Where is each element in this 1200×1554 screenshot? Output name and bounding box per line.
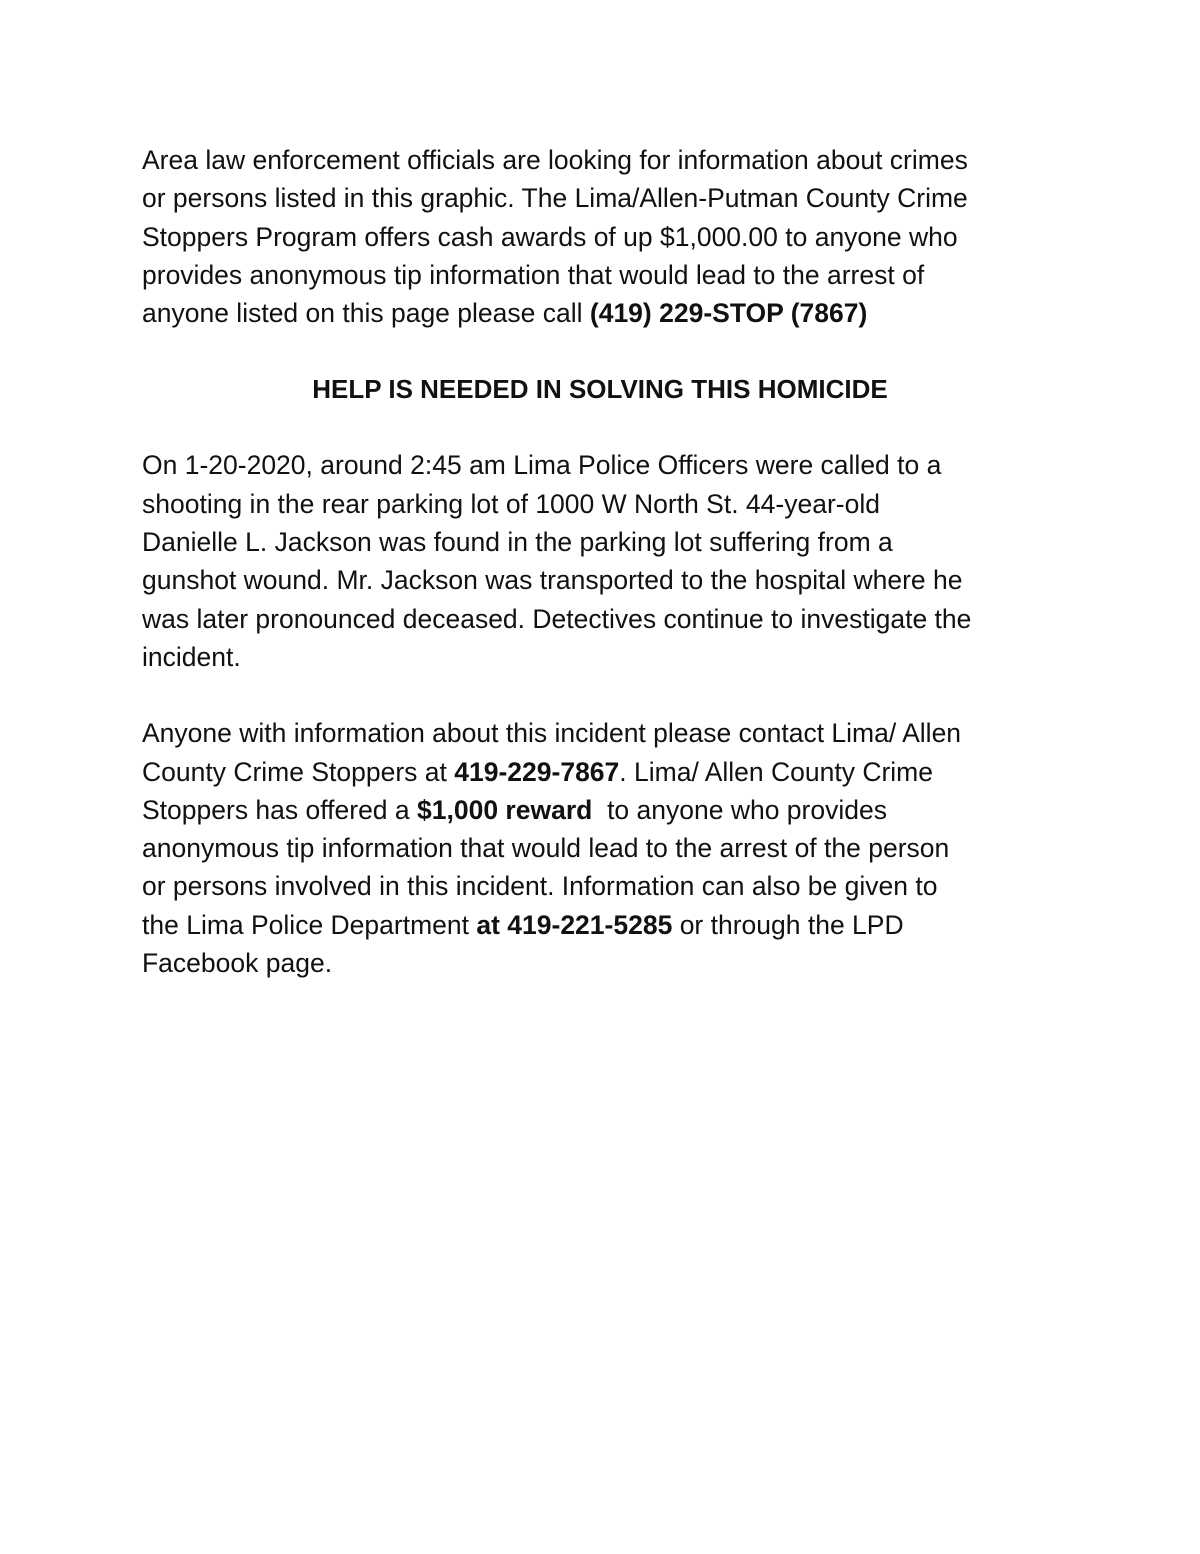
contact-text: to anyone who provides [592, 794, 887, 825]
intro-line: Stoppers Program offers cash awards of up $1,000.00 to anyone who [142, 221, 958, 252]
incident-line: shooting in the rear parking lot of 1000 W North St. 44-year-old [142, 488, 880, 519]
incident-paragraph [142, 446, 1072, 676]
incident-line: incident. [142, 641, 241, 672]
contact-text: Stoppers has offered a [142, 794, 418, 825]
intro-line [142, 294, 1072, 332]
contact-line: Anyone with information about this incident please contact Lima/ Allen [142, 718, 962, 749]
contact-text: the Lima Police Department [142, 909, 477, 940]
document-page [142, 141, 1072, 982]
page-heading: HELP IS NEEDED IN SOLVING THIS HOMICIDE [312, 374, 888, 405]
intro-last-line-text: anyone listed on this page please call [142, 298, 590, 329]
contact-text: . Lima/ Allen County Crime [619, 756, 933, 787]
crime-stoppers-number: 419-229-7867 [454, 756, 620, 787]
intro-line: provides anonymous tip information that would lead to the arrest of [142, 259, 925, 290]
reward-amount: $1,000 reward [417, 794, 593, 825]
police-department-number: at 419-221-5285 [476, 909, 673, 940]
crime-stoppers-phone: (419) 229-STOP (7867) [589, 298, 868, 329]
contact-line [142, 791, 1072, 829]
contact-text: County Crime Stoppers at [142, 756, 455, 787]
contact-text: or through the LPD [672, 909, 904, 940]
contact-line: or persons involved in this incident. Information can also be given to [142, 871, 938, 902]
contact-line: anonymous tip information that would lead to the arrest of the person [142, 833, 950, 864]
incident-line: Danielle L. Jackson was found in the parking lot suffering from a [142, 527, 893, 558]
incident-line: was later pronounced deceased. Detectives continue to investigate the [142, 603, 972, 634]
intro-line: or persons listed in this graphic. The Lima/Allen-Putman County Crime [142, 183, 968, 214]
intro-paragraph [142, 141, 1072, 332]
incident-line: On 1-20-2020, around 2:45 am Lima Police Officers were called to a [142, 450, 942, 481]
incident-line: gunshot wound. Mr. Jackson was transported to the hospital where he [142, 565, 963, 596]
intro-line: Area law enforcement officials are looking for information about crimes [142, 145, 968, 175]
contact-line [142, 906, 1072, 944]
contact-line: Facebook page. [142, 948, 333, 979]
contact-paragraph [142, 714, 1072, 982]
contact-line [142, 753, 1072, 791]
